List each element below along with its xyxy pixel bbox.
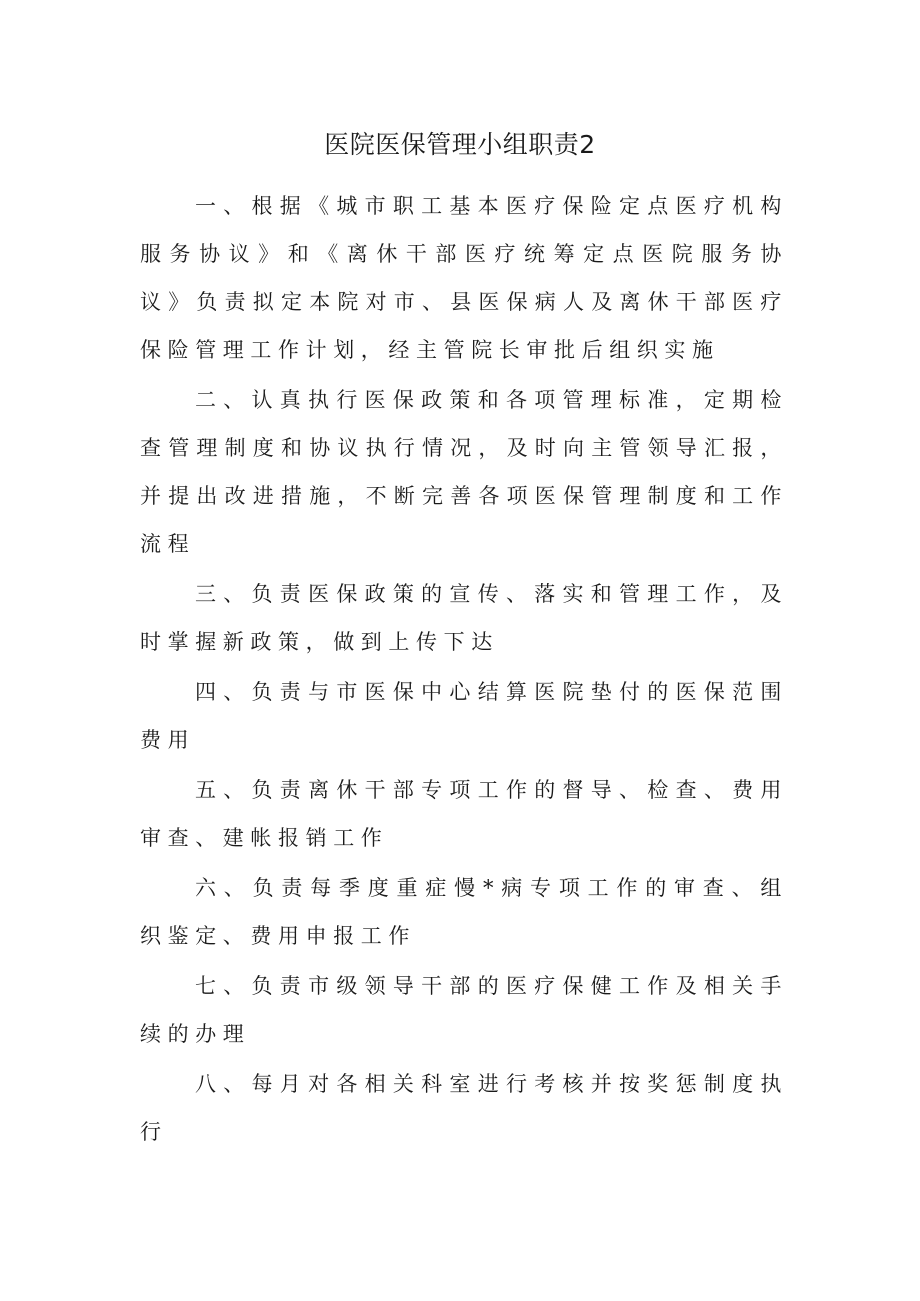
paragraph-3: 三、负责医保政策的宣传、落实和管理工作，及时掌握新政策，做到上传下达	[140, 582, 788, 654]
paragraph-1: 一、根据《城市职工基本医疗保险定点医疗机构服务协议》和《离休干部医疗统筹定点医院服务协议》负责拟定本院对市、县医保病人及离休干部医疗保险管理工作计划，经主管院长审批后组织实施	[140, 194, 788, 362]
paragraph-8: 八、每月对各相关科室进行考核并按奖惩制度执行	[140, 1072, 788, 1144]
paragraph-5: 五、负责离休干部专项工作的督导、检查、费用审查、建帐报销工作	[140, 778, 788, 850]
document-body	[140, 182, 788, 1156]
paragraph-7: 七、负责市级领导干部的医疗保健工作及相关手续的办理	[140, 974, 788, 1046]
paragraph-4: 四、负责与市医保中心结算医院垫付的医保范围费用	[140, 680, 788, 752]
paragraph-2: 二、认真执行医保政策和各项管理标准，定期检查管理制度和协议执行情况，及时向主管领导汇报，并提出改进措施，不断完善各项医保管理制度和工作流程	[140, 388, 788, 556]
document-title: 医院医保管理小组职责2	[324, 130, 596, 159]
paragraph-6: 六、负责每季度重症慢*病专项工作的审查、组织鉴定、费用申报工作	[140, 876, 788, 948]
